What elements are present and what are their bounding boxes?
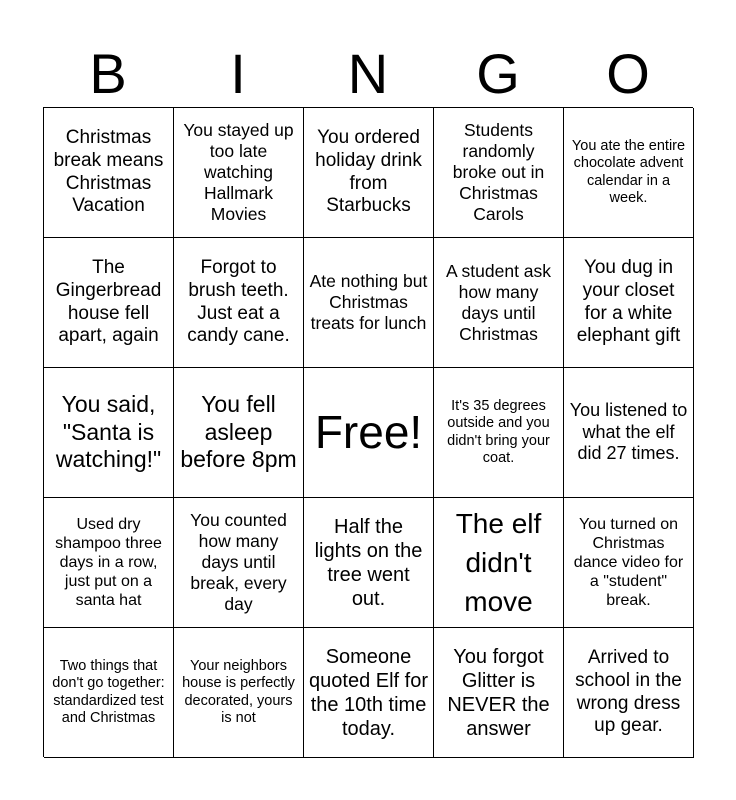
bingo-cell-r3c2[interactable]: You fell asleep before 8pm	[174, 368, 304, 498]
bingo-cell-r4c4[interactable]: The elf didn't move	[434, 498, 564, 628]
bingo-cell-r3c4[interactable]: It's 35 degrees outside and you didn't bring your coat.	[434, 368, 564, 498]
header-letter-i: I	[230, 42, 246, 105]
bingo-cell-r4c1[interactable]: Used dry shampoo three days in a row, just put on a santa hat	[44, 498, 174, 628]
bingo-cell-r3c1[interactable]: You said, "Santa is watching!"	[44, 368, 174, 498]
bingo-cell-free[interactable]: Free!	[304, 368, 434, 498]
bingo-cell-r2c1[interactable]: The Gingerbread house fell apart, again	[44, 238, 174, 368]
bingo-cell-r1c4[interactable]: Students randomly broke out in Christmas Carols	[434, 108, 564, 238]
bingo-cell-r1c2[interactable]: You stayed up too late watching Hallmark Movies	[174, 108, 304, 238]
header-letter-n: N	[347, 42, 389, 105]
bingo-cell-r5c4[interactable]: You forgot Glitter is NEVER the answer	[434, 628, 564, 758]
bingo-cell-r1c1[interactable]: Christmas break means Christmas Vacation	[44, 108, 174, 238]
bingo-cell-r1c3[interactable]: You ordered holiday drink from Starbucks	[304, 108, 434, 238]
bingo-cell-r5c2[interactable]: Your neighbors house is perfectly decorated, yours is not	[174, 628, 304, 758]
bingo-cell-r2c3[interactable]: Ate nothing but Christmas treats for lunch	[304, 238, 434, 368]
bingo-cell-r5c1[interactable]: Two things that don't go together: standardized test and Christmas	[44, 628, 174, 758]
bingo-cell-r5c3[interactable]: Someone quoted Elf for the 10th time today.	[304, 628, 434, 758]
bingo-cell-r1c5[interactable]: You ate the entire chocolate advent calendar in a week.	[564, 108, 694, 238]
bingo-cell-r4c3[interactable]: Half the lights on the tree went out.	[304, 498, 434, 628]
bingo-cell-r3c5[interactable]: You listened to what the elf did 27 times.	[564, 368, 694, 498]
bingo-cell-r2c2[interactable]: Forgot to brush teeth. Just eat a candy cane.	[174, 238, 304, 368]
bingo-cell-r4c2[interactable]: You counted how many days until break, every day	[174, 498, 304, 628]
bingo-header	[43, 40, 693, 108]
bingo-cell-r4c5[interactable]: You turned on Christmas dance video for a "student" break.	[564, 498, 694, 628]
bingo-cell-r5c5[interactable]: Arrived to school in the wrong dress up gear.	[564, 628, 694, 758]
bingo-cell-r2c4[interactable]: A student ask how many days until Christmas	[434, 238, 564, 368]
bingo-grid	[43, 107, 693, 757]
header-letter-b: B	[89, 42, 127, 105]
header-letter-o: O	[606, 42, 650, 105]
header-letter-g: G	[476, 42, 520, 105]
bingo-cell-r2c5[interactable]: You dug in your closet for a white elephant gift	[564, 238, 694, 368]
